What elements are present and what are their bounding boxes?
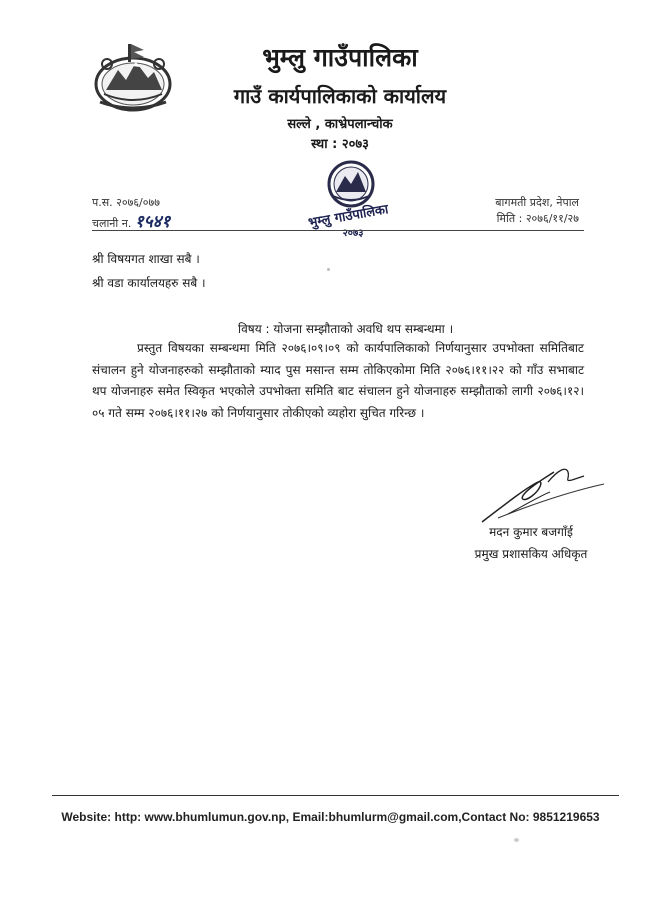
letter-date: मिति : २०७६/११/२७ (496, 212, 579, 225)
established-year: स्था : २०७३ (311, 137, 369, 152)
seal-text: भुम्लु गाउँपालिका (307, 202, 390, 231)
dispatch-label: चलानी न. (92, 217, 132, 230)
seal-year: २०७३ (342, 228, 364, 239)
reference-number: प.स. २०७६/०७७ (92, 196, 160, 209)
handwritten-signature (478, 462, 606, 526)
recipient-line: श्री विषयगत शाखा सबै । (92, 252, 200, 266)
footer-contact: Website: http: www.bhumlumun.gov.np, Email:bhumlurm@gmail.com,Contact No: 9851219653 (61, 810, 600, 824)
footer-divider (52, 795, 619, 796)
municipality-title: भुम्लु गाउँपालिका (262, 43, 418, 72)
province-name: बागमती प्रदेश, नेपाल (495, 196, 579, 209)
scan-speck (327, 268, 330, 271)
office-seal-stamp (303, 150, 399, 240)
dispatch-number: १५४१ (134, 212, 171, 232)
subject-line: विषय : योजना सम्झौताको अवधि थप सम्बन्धमा । (238, 322, 454, 336)
office-name: गाउँ कार्यपालिकाको कार्यालय (233, 84, 447, 108)
signatory-name: मदन कुमार बजगाँई (489, 525, 573, 539)
dispatch-number-row (92, 209, 170, 232)
header-divider (92, 230, 584, 231)
nepal-emblem-logo (92, 40, 174, 114)
letter-body: प्रस्तुत विषयका सम्बन्धमा मिति २०७६।०९।०९ को कार्यपालिकाको निर्णयानुसार उपभोक्ता समितिबाट संचालन हुने योजनाहरुको सम्झौताको म्याद पुस मसान्त सम्म तोकिएकोमा मिति २०७६।११।२२ को गाँउ सभाबाट थप योजनाहरु समेत स्विकृत भएकोले उपभोक्ता समिति बाट संचालन हुने योजनाहरु सम्झौताको लागी २०७६।१२।०५ गते सम्म २०७६।११।२७ को निर्णयानुसार तोकीएको व्यहोरा सुचित गरिन्छ । (92, 341, 584, 420)
office-address: सल्ले , काभ्रेपलान्चोक (287, 117, 393, 132)
signatory-title: प्रमुख प्रशासकिय अधिकृत (474, 547, 588, 561)
scan-speck (514, 838, 519, 842)
recipient-line: श्री वडा कार्यालयहरु सबै । (92, 276, 206, 290)
